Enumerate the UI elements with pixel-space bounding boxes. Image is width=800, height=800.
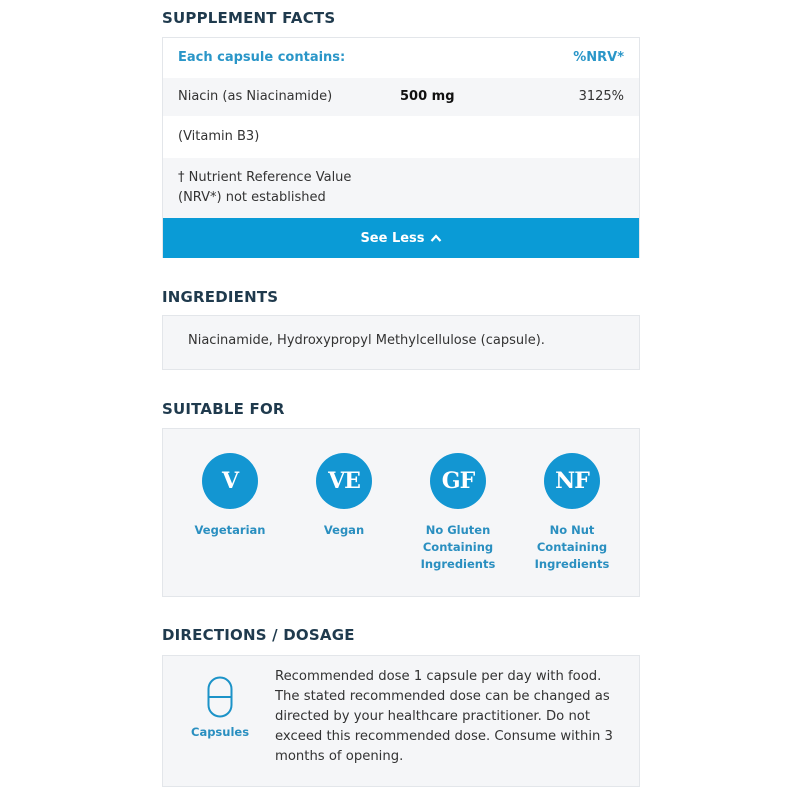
nutrient-amount: 500 mg (400, 89, 455, 104)
suitable-for-panel (162, 428, 640, 597)
footnote-line-2: (NRV*) not established (178, 190, 326, 205)
capsule-icon (207, 676, 233, 718)
vegan-icon: VE (316, 453, 372, 509)
gluten-free-icon: GF (430, 453, 486, 509)
footnote (178, 168, 438, 208)
table-row (163, 116, 639, 158)
supplement-facts-title: SUPPLEMENT FACTS (162, 9, 336, 27)
badge-gluten-free (398, 453, 518, 573)
chevron-up-icon (430, 234, 442, 242)
badge-nut-free (512, 453, 632, 573)
nut-free-icon: NF (544, 453, 600, 509)
footnote-row (163, 158, 639, 218)
nutrient-nrv: 3125% (578, 89, 624, 104)
capsules-label: Capsules (191, 725, 250, 739)
see-less-button[interactable] (163, 218, 639, 258)
ingredients-panel (162, 315, 640, 370)
ingredients-text: Niacinamide, Hydroxypropyl Methylcellulose (capsule). (188, 333, 545, 348)
nutrient-name: (Vitamin B3) (178, 129, 260, 144)
see-less-label: See Less (360, 230, 425, 246)
badge-vegan (284, 453, 404, 539)
table-row (163, 78, 639, 116)
badge-vegetarian (170, 453, 290, 539)
header-label: Each capsule contains: (178, 50, 346, 65)
badge-label: Vegan (323, 523, 365, 537)
table-header-row (163, 38, 639, 78)
suitable-for-title: SUITABLE FOR (162, 400, 285, 418)
badge-label: Vegetarian (194, 523, 266, 537)
directions-title: DIRECTIONS / DOSAGE (162, 626, 355, 644)
directions-text: Recommended dose 1 capsule per day with food. The stated recommended dose can be changed as directed by your healthcare practitioner. Do not exceed this recommended dose. Consume within 3 months of opening. (275, 669, 613, 764)
header-nrv: %NRV* (573, 50, 624, 65)
ingredients-title: INGREDIENTS (162, 288, 279, 306)
footnote-line-1: † Nutrient Reference Value (178, 170, 352, 185)
badge-label: No Nut Containing Ingredients (534, 523, 610, 571)
badge-label: No Gluten Containing Ingredients (420, 523, 496, 571)
nutrient-name: Niacin (as Niacinamide) (178, 89, 333, 104)
supplement-facts-table (162, 37, 640, 258)
directions-panel (162, 655, 640, 787)
vegetarian-icon: V (202, 453, 258, 509)
